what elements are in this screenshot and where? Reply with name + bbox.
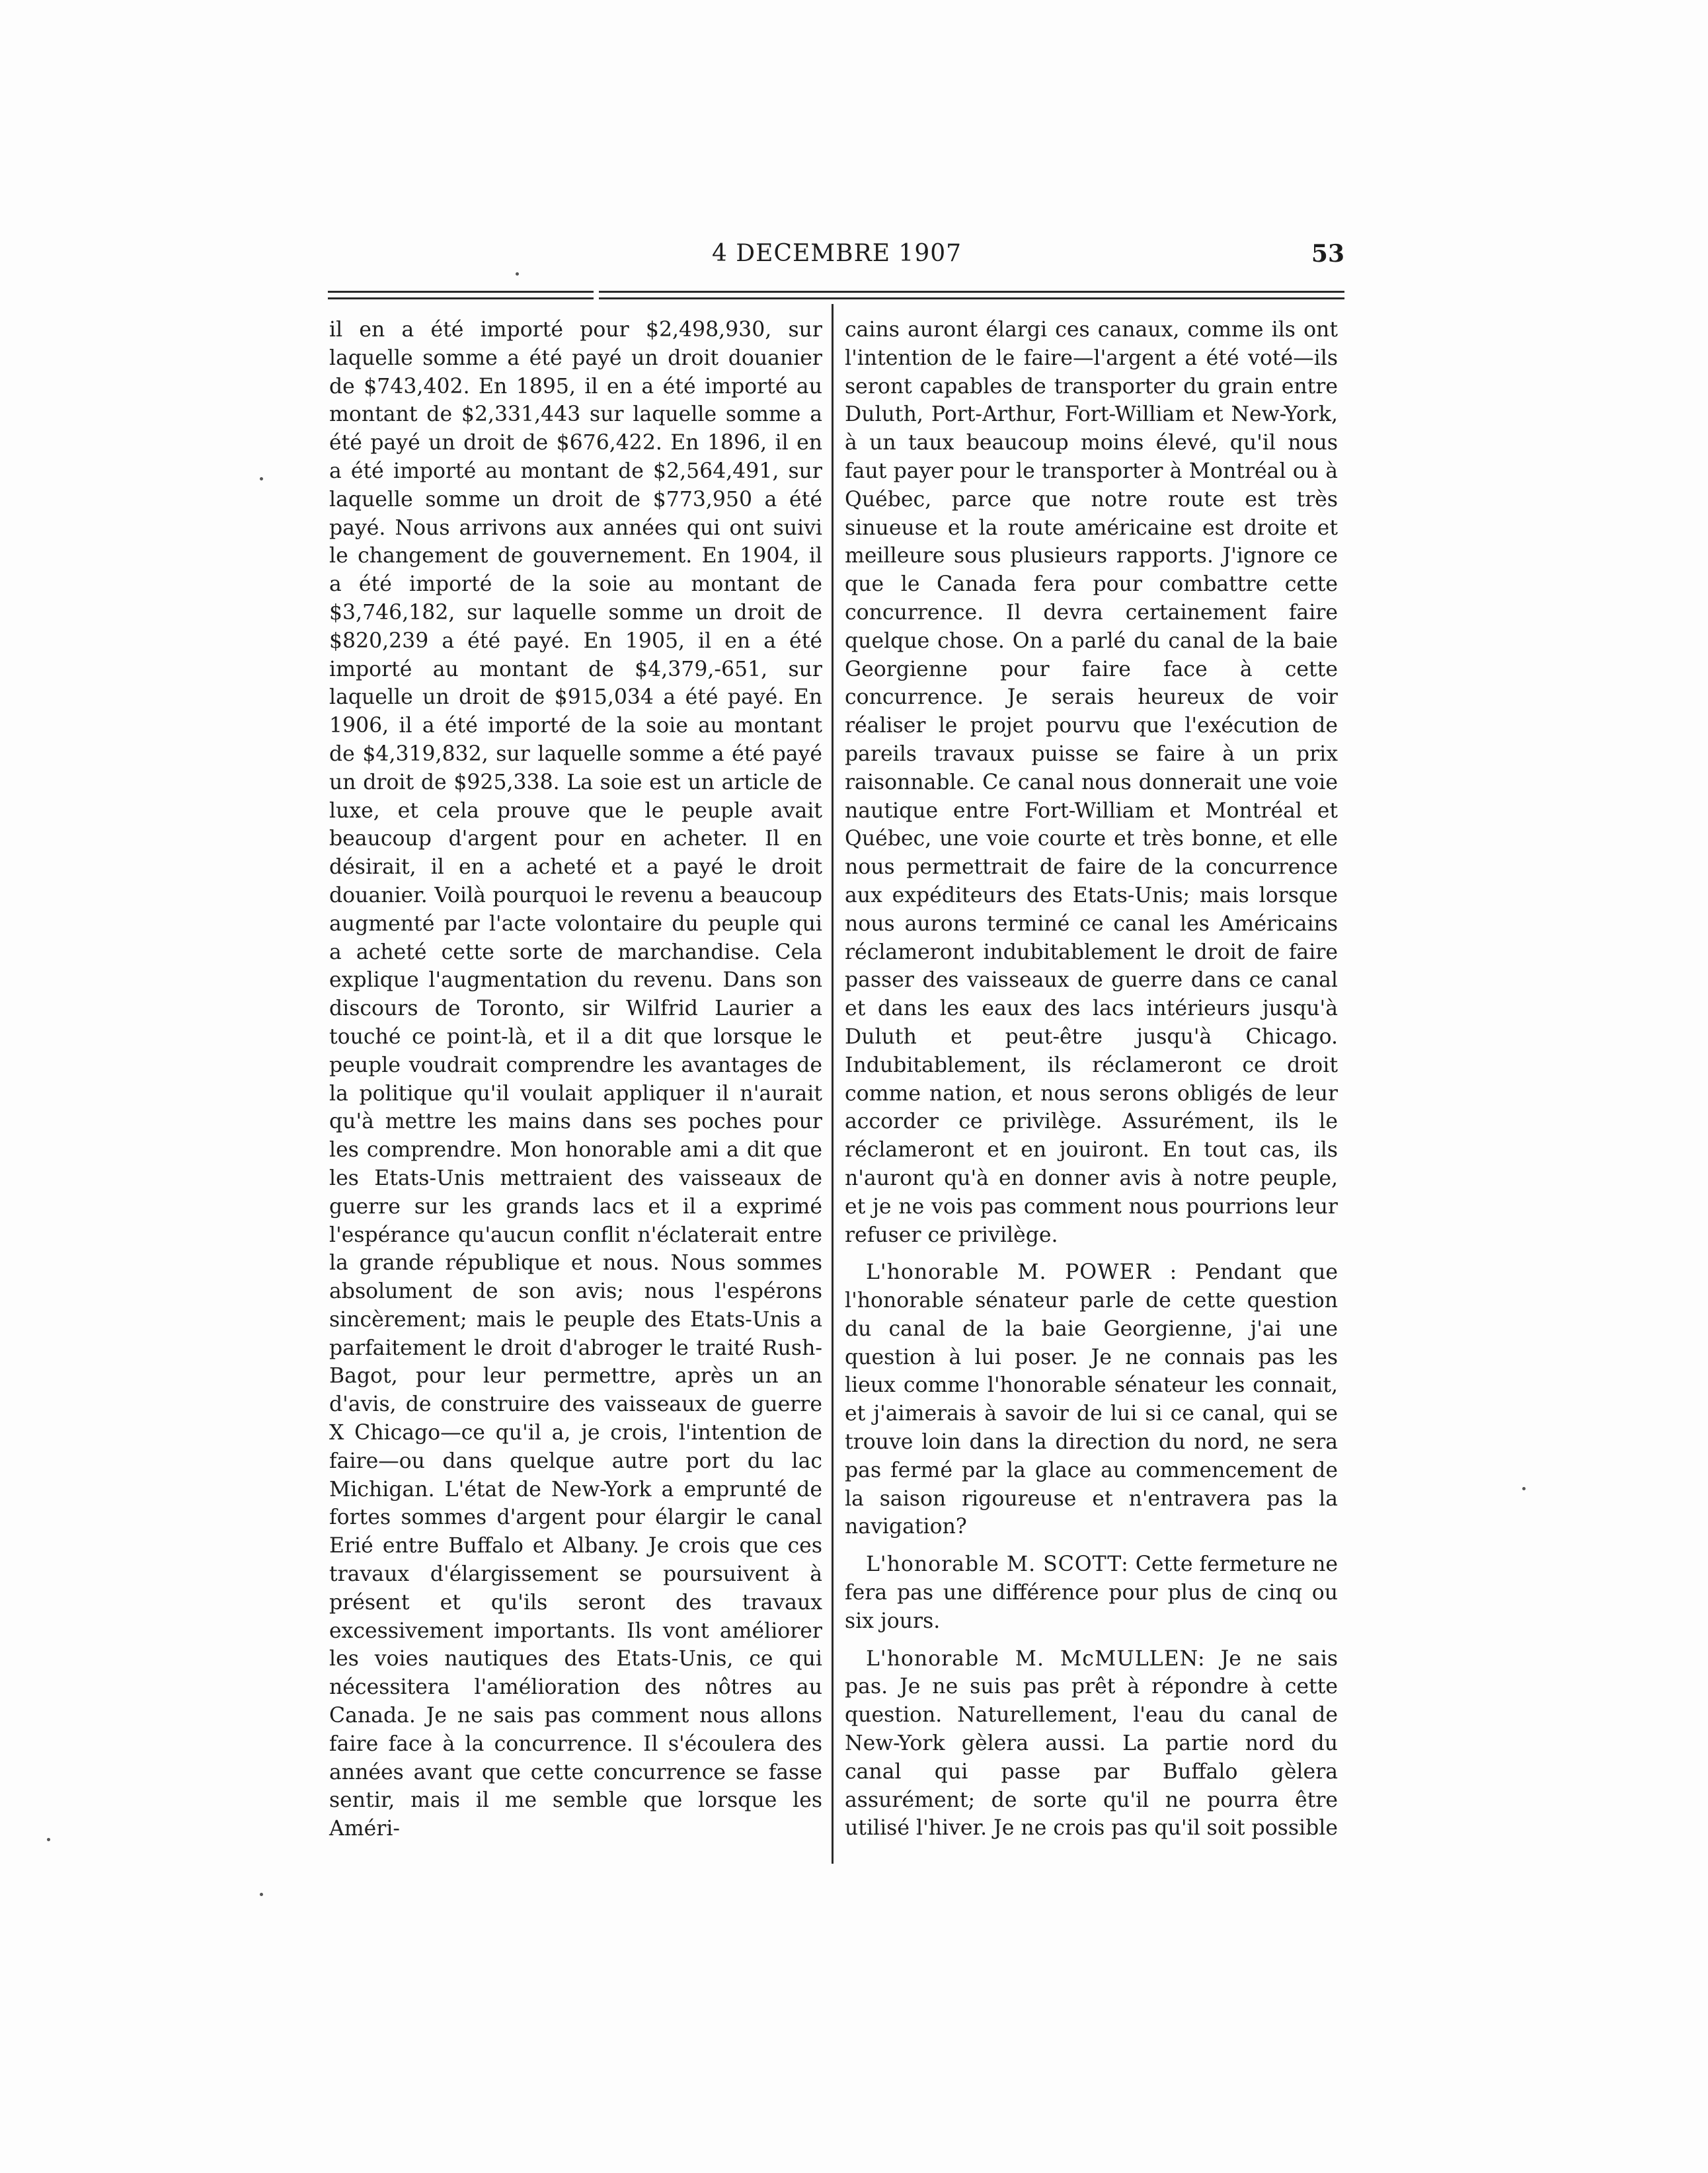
scan-speck [260, 1893, 263, 1896]
speech-text: Pendant que l'honorable sénateur parle de cette question du canal de la baie Georgienne, j'ai une question à lui poser. Je ne connais pas les lieux comme l'honorable sénateur les connait, et j'aimerais à savoir de lui si ce canal, qui se trouve loin dans la direction du nord, ne sera pas fermé par la glace au commencement de la saison rigoureuse et n'entravera pas la navigation? [845, 1260, 1339, 1539]
speaker-name: L'honorable M. McMULLEN: [866, 1646, 1206, 1671]
header-rule-break [594, 288, 599, 303]
speech-scott [845, 1550, 1338, 1635]
header-date: 4 DECEMBRE 1907 [711, 240, 962, 267]
header-rule-bottom [328, 297, 1344, 299]
speech-power [845, 1258, 1338, 1541]
speaker-name: L'honorable M. POWER : [866, 1260, 1178, 1285]
left-paragraph: il en a été importé pour $2,498,930, sur laquelle somme a été payé un droit douanier de $743,402. En 1895, il en a été importé au montant de $2,331,443 sur laquelle somme a été payé un droit de $676,422. En 1896, il en a été importé au montant de $2,564,491, sur laquelle somme un droit de $773,950 a été payé. Nous arrivons aux années qui ont suivi le changement de gouvernement. En 1904, il a été importé de la soie au montant de $3,746,182, sur laquelle somme un droit de $820,239 a été payé. En 1905, il en a été importé au montant de $4,379,-651, sur laquelle un droit de $915,034 a été payé. En 1906, il a été importé de la soie au montant de $4,319,832, sur laquelle somme a été payé un droit de $925,338. La soie est un article de luxe, et cela prouve que le peuple avait beaucoup d'argent pour en acheter. Il en désirait, il en a acheté et a payé le droit douanier. Voilà pourquoi le revenu a beaucoup augmenté par l'acte volontaire du peuple qui a acheté cette sorte de marchandise. Cela explique l'augmentation du revenu. Dans son discours de Toronto, sir Wilfrid Laurier a touché ce point-là, et il a dit que lorsque le peuple voudrait comprendre les avantages de la politique qu'il voulait appliquer il n'aurait qu'à mettre les mains dans ses poches pour les comprendre. Mon honorable ami a dit que les Etats-Unis mettraient des vaisseaux de guerre sur les grands lacs et il a exprimé l'espérance qu'aucun conflit n'éclaterait entre la grande république et nous. Nous sommes absolument de son avis; nous l'espérons sincèrement; mais le peuple des Etats-Unis a parfaitement le droit d'abroger le traité Rush-Bagot, pour leur permettre, après un an d'avis, de construire des vaisseaux de guerre X Chicago—ce qu'il a, je crois, l'intention de faire—ou dans quelque autre port du lac Michigan. L'état de New-York a emprunté de fortes sommes d'argent pour élargir le canal Erié entre Buffalo et Albany. Je crois que ces travaux d'élargissement se poursuivent à présent et qu'ils seront des travaux excessivement importants. Ils vont améliorer les voies nautiques des Etats-Unis, ce qui nécessitera l'amélioration des nôtres au Canada. Je ne sais pas comment nous allons faire face à la concurrence. Il s'écoulera des années avant que cette concurrence se fasse sentir, mais il me semble que lorsque les Améri- [329, 318, 822, 1841]
scan-speck [47, 1838, 50, 1841]
paragraph-text: cains auront élargi ces canaux, comme ils ont l'intention de le faire—l'argent a été voté—ils seront capables de transporter du grain entre Duluth, Port-Arthur, Fort-William et New-York, à un taux beaucoup moins élevé, qu'il nous faut payer pour le transporter à Montréal ou à Québec, parce que notre route est très sinueuse et la route américaine est droite et meilleure sous plusieurs rapports. J'ignore ce que le Canada fera pour combattre cette concurrence. Il devra certainement faire quelque chose. On a parlé du canal de la baie Georgienne pour faire face à cette concurrence. Je serais heureux de voir réaliser le projet pourvu que l'exécution de pareils travaux puisse se faire à un prix raisonnable. Ce canal nous donnerait une voie nautique entre Fort-William et Montréal et Québec, une voie courte et très bonne, et elle nous permettrait de faire de la concurrence aux expéditeurs des Etats-Unis; mais lorsque nous aurons terminé ce canal les Américains réclameront indubitablement le droit de faire passer des vaisseaux de guerre dans ce canal et dans les eaux des lacs intérieurs jusqu'à Duluth et peut-être jusqu'à Chicago. Indubitablement, ils réclameront ce droit comme nation, et nous serons obligés de leur accorder ce privilège. Assurément, ils le réclameront et en jouiront. En tout cas, ils n'auront qu'à en donner avis à notre peuple, et je ne vois pas comment nous pourrions leur refuser ce privilège. [845, 318, 1338, 1247]
speaker-name: L'honorable M. SCOTT: [866, 1552, 1129, 1577]
speech-mcmullen [845, 1645, 1338, 1843]
speech-text: Je ne sais pas. Je ne suis pas prêt à répondre à cette question. Naturellement, l'eau du canal de New-York gèlera aussi. La partie nord du canal qui passe par Buffalo gèlera assurément; de sorte qu'il ne pourra être utilisé l'hiver. Je ne crois pas qu'il soit possible [845, 1646, 1338, 1841]
right-paragraph-continued [845, 316, 1338, 1249]
column-divider [832, 304, 834, 1864]
speech-text: Cette fermeture ne fera pas une différence pour plus de cinq ou six jours. [845, 1552, 1338, 1633]
running-header [328, 234, 1344, 274]
page-number: 53 [1311, 240, 1344, 268]
right-column [845, 316, 1338, 1843]
scan-speck [516, 272, 519, 276]
left-column [329, 316, 822, 1843]
scan-speck [260, 477, 263, 480]
scan-speck [1522, 1487, 1526, 1490]
header-rule-top [328, 291, 1344, 293]
